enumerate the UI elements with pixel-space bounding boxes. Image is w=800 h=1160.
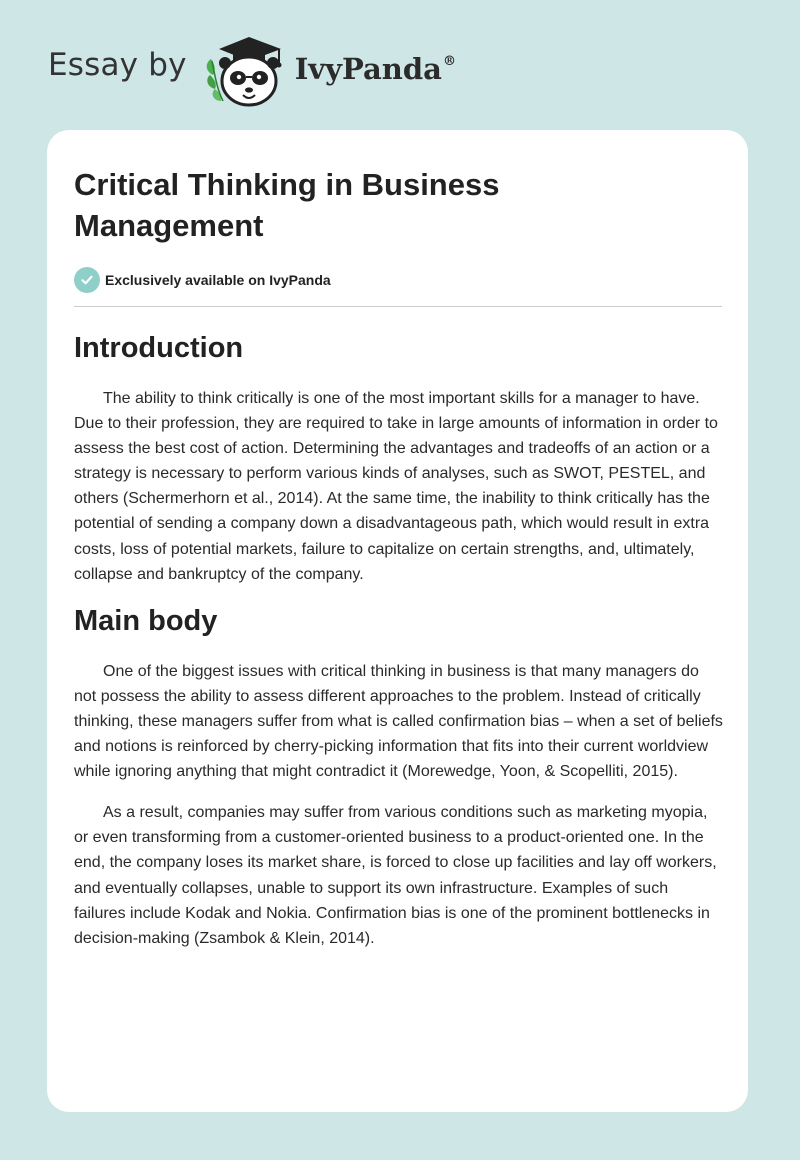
paragraph: One of the biggest issues with critical thinking in business is that many managers do not possess the ability to assess different approaches to the problem. Instead of critically thinking, these managers suffer from what is called confirmation bias – when a set of beliefs and notions is reinforced by cherry-picking information that fits into their current worldview while ignoring anything that might contradict it (Morewedge, Yoon, & Scopelliti, 2015). — [74, 662, 723, 781]
badge-label: Exclusively available on IvyPanda — [105, 272, 331, 288]
section-heading-introduction: Introduction — [74, 332, 244, 364]
site-header — [48, 30, 456, 110]
brand-name: IvyPanda® — [294, 52, 456, 86]
page-title: Critical Thinking in Business Management — [74, 167, 500, 243]
divider — [74, 306, 722, 307]
ivypanda-logo-icon — [201, 31, 291, 109]
checkmark-icon — [74, 267, 100, 293]
essay-card — [47, 130, 748, 1112]
essay-by-label: Essay by — [48, 47, 187, 83]
paragraph: As a result, companies may suffer from various conditions such as marketing myopia, or even transforming from a customer-oriented business to a product-oriented one. In the end, the company loses its market share, is forced to close up facilities and lay off workers, and eventually collapses, unable to support its own infrastructure. Examples of such failures include Kodak and Nokia. Confirmation bias is one of the prominent bottlenecks in decision-making (Zsambok & Klein, 2014). — [74, 804, 717, 947]
section-heading-main-body: Main body — [74, 604, 218, 637]
paragraph: The ability to think critically is one of the most important skills for a manager to have. Due to their profession, they are required to take in large amounts of information in order to assess the best cost of action. Determining the advantages and tradeoffs of an action or a strategy is necessary to perform various kinds of analyses, such as SWOT, PESTEL, and others (Schermerhorn et al., 2014). At the same time, the inability to think critically has the potential of sending a company down a disadvantageous path, which would result in extra costs, loss of potential markets, failure to capitalize on certain strengths, and, ultimately, collapse and bankruptcy of the company. — [74, 390, 718, 583]
exclusive-badge — [74, 267, 722, 293]
